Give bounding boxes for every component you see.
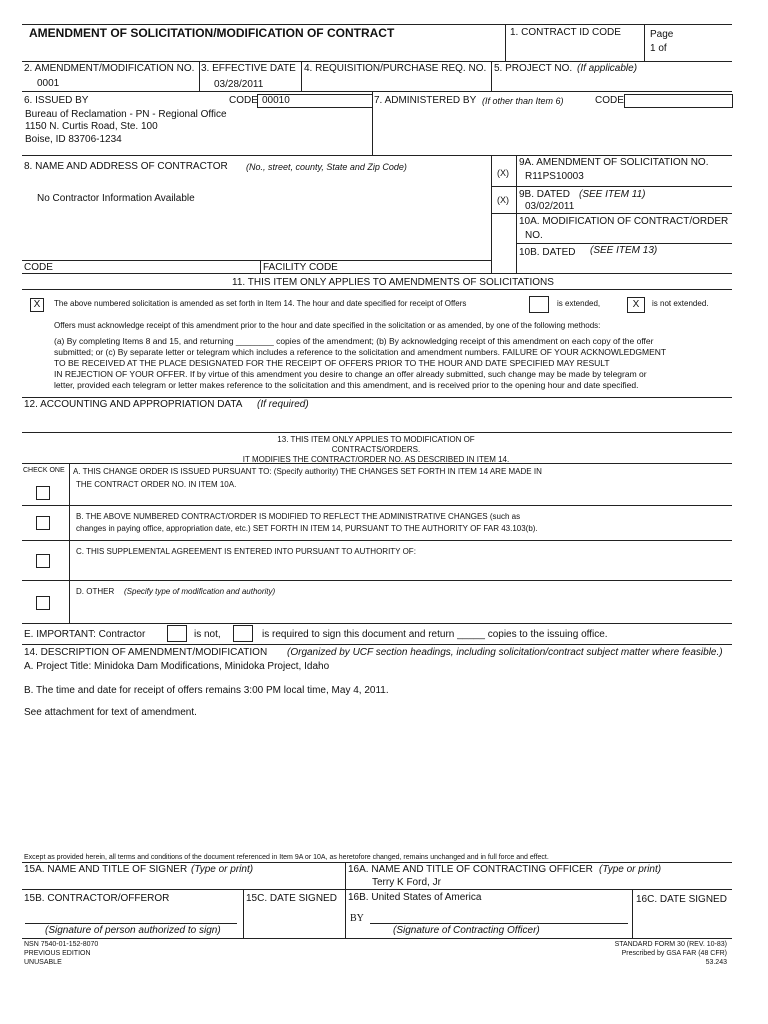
- previous-edition: PREVIOUS EDITION: [24, 950, 91, 957]
- rule: [243, 889, 244, 938]
- date-signed-16c: 16C. DATE SIGNED: [636, 894, 727, 905]
- officer-label: 16A. NAME AND TITLE OF CONTRACTING OFFICER: [348, 864, 593, 875]
- solicitation-amended-checkbox[interactable]: X: [30, 298, 44, 312]
- option-c-text: C. THIS SUPPLEMENTAL AGREEMENT IS ENTERED INTO PURSUANT TO AUTHORITY OF:: [76, 547, 416, 556]
- code-label: CODE: [229, 95, 258, 106]
- officer-note: (Type or print): [599, 864, 662, 875]
- administered-by-label: 7. ADMINISTERED BY: [374, 95, 477, 106]
- issuer-line-2: 1150 N. Curtis Road, Ste. 100: [25, 121, 158, 132]
- option-b-line-2: changes in paying office, appropriation date, etc.) SET FORTH IN ITEM 14, PURSUANT TO THE AUTHORITY OF FAR 43.103(b).: [76, 524, 538, 533]
- project-no-note: (If applicable): [577, 63, 638, 74]
- is-not-label: is not,: [194, 629, 221, 640]
- is-required-checkbox[interactable]: [233, 625, 253, 642]
- admin-code-box: [624, 94, 733, 108]
- contractor-value: No Contractor Information Available: [37, 193, 195, 204]
- rule: [22, 938, 732, 939]
- requisition-label: 4. REQUISITION/PURCHASE REQ. NO.: [304, 63, 487, 74]
- methods-line: (a) By completing Items 8 and 15, and returning ________ copies of the amendment; (b) By acknowledging receipt of this amendment on each copy of the offer: [54, 336, 654, 346]
- rule: [22, 623, 732, 624]
- option-b-checkbox[interactable]: [36, 516, 50, 530]
- item11-heading: 11. THIS ITEM ONLY APPLIES TO AMENDMENTS OF SOLICITATIONS: [232, 277, 554, 288]
- facility-code-label: FACILITY CODE: [263, 262, 338, 273]
- important-label: E. IMPORTANT: Contractor: [24, 629, 146, 640]
- option-a-checkbox[interactable]: [36, 486, 50, 500]
- rule: [22, 644, 732, 645]
- rule: [22, 397, 732, 398]
- rule: [632, 889, 633, 938]
- page-value: 1 of: [650, 43, 667, 54]
- issued-by-label: 6. ISSUED BY: [24, 95, 89, 106]
- rule: [516, 243, 732, 244]
- rule: [22, 432, 732, 433]
- rule: [260, 260, 261, 273]
- description-line-c: See attachment for text of amendment.: [24, 707, 197, 718]
- accounting-label: 12. ACCOUNTING AND APPROPRIATION DATA: [24, 399, 243, 410]
- nsn-number: NSN 7540-01-152-8070: [24, 941, 99, 948]
- rule: [199, 61, 200, 91]
- methods-line: IN REJECTION OF YOUR OFFER. If by virtue of this amendment you desire to change an offer already submitted, such change may be made by telegram or: [54, 369, 647, 379]
- description-line-b: B. The time and date for receipt of offers remains 3:00 PM local time, May 4, 2011.: [24, 685, 389, 696]
- mod-dated-note: (SEE ITEM 13): [590, 245, 658, 256]
- form-title: AMENDMENT OF SOLICITATION/MODIFICATION OF CONTRACT: [29, 26, 395, 40]
- offers-acknowledge-line: Offers must acknowledge receipt of this amendment prior to the hour and date specified in the solicitation or as amended, by one of the following methods:: [54, 321, 601, 330]
- signature-officer-note: (Signature of Contracting Officer): [393, 925, 540, 936]
- accounting-note: (If required): [257, 399, 309, 410]
- rule: [22, 540, 732, 541]
- project-no-label: 5. PROJECT NO.: [494, 63, 573, 74]
- check-one-label: CHECK ONE: [23, 467, 65, 474]
- option-a-line-2: THE CONTRACT ORDER NO. IN ITEM 10A.: [76, 480, 237, 489]
- by-label: BY: [350, 913, 364, 924]
- rule: [22, 580, 732, 581]
- contractor-label: 8. NAME AND ADDRESS OF CONTRACTOR: [24, 161, 228, 172]
- not-extended-checkbox[interactable]: X: [627, 297, 645, 313]
- option-b-line-1: B. THE ABOVE NUMBERED CONTRACT/ORDER IS MODIFIED TO REFLECT THE ADMINISTRATIVE CHANGES (such as: [76, 512, 521, 521]
- check-x-9b: (X): [497, 195, 509, 205]
- contractor-note: (No., street, county, State and Zip Code): [246, 162, 407, 172]
- rule: [22, 273, 732, 274]
- contractor-offeror-label: 15B. CONTRACTOR/OFFEROR: [24, 893, 170, 904]
- code-value: 00010: [262, 95, 290, 106]
- usa-label: 16B. United States of America: [348, 892, 482, 903]
- not-extended-label: is not extended.: [652, 299, 709, 308]
- item13-heading-3: IT MODIFIES THE CONTRACT/ORDER NO. AS DESCRIBED IN ITEM 14.: [242, 456, 510, 463]
- signer-label: 15A. NAME AND TITLE OF SIGNER: [24, 864, 188, 875]
- unusable-label: UNUSABLE: [24, 959, 62, 966]
- rule: [516, 155, 517, 273]
- effective-date-label: 3. EFFECTIVE DATE: [201, 63, 296, 74]
- rule: [22, 889, 732, 890]
- rule: [69, 463, 70, 623]
- option-d-note: (Specify type of modification and authority): [124, 587, 276, 596]
- option-a-line-1: A. THIS CHANGE ORDER IS ISSUED PURSUANT TO: (Specify authority) THE CHANGES SET FORTH IN ITEM 14 ARE MADE IN: [73, 467, 542, 476]
- rule: [644, 24, 645, 61]
- signature-line-15b: [25, 923, 237, 924]
- date-signed-15c: 15C. DATE SIGNED: [246, 893, 337, 904]
- is-not-checkbox[interactable]: [167, 625, 187, 642]
- signature-person-note: (Signature of person authorized to sign): [45, 925, 221, 936]
- signer-note: (Type or print): [191, 864, 254, 875]
- amend-solicitation-label: 9A. AMENDMENT OF SOLICITATION NO.: [519, 157, 709, 168]
- issuer-line-3: Boise, ID 83706-1234: [25, 134, 122, 145]
- rule: [22, 505, 732, 506]
- rule: [22, 91, 732, 92]
- extended-checkbox[interactable]: [529, 296, 549, 313]
- admin-code-label: CODE: [595, 95, 624, 106]
- amendment-no-label: 2. AMENDMENT/MODIFICATION NO.: [24, 63, 195, 74]
- officer-name: Terry K Ford, Jr: [372, 877, 441, 888]
- item13-heading-3-clip: [0, 456, 752, 463]
- rule: [22, 260, 491, 261]
- modification-label-no: NO.: [525, 230, 543, 241]
- rule: [491, 186, 732, 187]
- form-number: 53.243: [705, 959, 727, 966]
- rule: [491, 213, 732, 214]
- amendment-no-value: 0001: [37, 78, 60, 89]
- contract-id-label: 1. CONTRACT ID CODE: [510, 27, 621, 38]
- description-line-a: A. Project Title: Minidoka Dam Modifications, Minidoka Project, Idaho: [24, 661, 330, 672]
- rule: [22, 61, 732, 62]
- rule: [22, 862, 732, 863]
- dated-note: (SEE ITEM 11): [579, 189, 646, 200]
- rule: [491, 61, 492, 91]
- item13-heading-2: CONTRACTS/ORDERS.: [331, 445, 421, 454]
- dated-value: 03/02/2011: [525, 201, 575, 212]
- methods-line: TO BE RECEIVED AT THE PLACE DESIGNATED FOR THE RECEIPT OF OFFERS PRIOR TO THE HOUR AND DATE SPECIFIED MAY RESULT: [54, 358, 610, 368]
- rule: [22, 155, 732, 156]
- administered-by-note: (If other than Item 6): [482, 96, 564, 106]
- check-x-9a: (X): [497, 168, 509, 178]
- page-label: Page: [650, 29, 674, 40]
- except-line: Except as provided herein, all terms and conditions of the document referenced in Item 9A or 10A, as heretofore changed, remains unchanged and in full force and effect.: [24, 854, 549, 861]
- amend-solicitation-value: R11PS10003: [525, 171, 584, 182]
- is-required-label: is required to sign this document and return _____ copies to the issuing office.: [262, 629, 608, 640]
- rule: [301, 61, 302, 91]
- standard-form: STANDARD FORM 30 (REV. 10-83): [614, 941, 727, 948]
- description-label: 14. DESCRIPTION OF AMENDMENT/MODIFICATION: [24, 647, 268, 658]
- item11-statement: The above numbered solicitation is amended as set forth in Item 14. The hour and date specified for receipt of Offers: [54, 299, 467, 308]
- rule-top: [22, 24, 732, 25]
- signature-line-16b: [370, 923, 628, 924]
- item13-heading-1: 13. THIS ITEM ONLY APPLIES TO MODIFICATION OF: [277, 435, 475, 444]
- rule: [22, 289, 732, 290]
- effective-date-value: 03/28/2011: [214, 79, 264, 90]
- option-c-checkbox[interactable]: [36, 554, 50, 568]
- rule: [22, 463, 732, 464]
- rule: [345, 862, 346, 938]
- option-d-checkbox[interactable]: [36, 596, 50, 610]
- issuer-line-1: Bureau of Reclamation - PN - Regional Office: [25, 109, 227, 120]
- modification-label: 10A. MODIFICATION OF CONTRACT/ORDER: [519, 216, 729, 227]
- extended-label: is extended,: [557, 299, 601, 308]
- gsa-prescribed: Prescribed by GSA FAR (48 CFR): [621, 950, 727, 957]
- methods-line: submitted; or (c) By separate letter or telegram which includes a reference to the solicitation and amendment numbers. FAILURE OF YOUR ACKNOWLEDGMENT: [54, 347, 667, 357]
- mod-dated-label: 10B. DATED: [519, 247, 576, 258]
- contractor-code-label: CODE: [24, 262, 53, 273]
- rule: [505, 24, 506, 61]
- rule: [491, 155, 492, 273]
- methods-line: letter, provided each telegram or letter makes reference to the solicitation and this amendment, and is received prior to the opening hour and date specified.: [54, 380, 639, 390]
- dated-label: 9B. DATED: [519, 189, 570, 200]
- option-d-text: D. OTHER: [76, 587, 115, 596]
- methods-paragraph: [54, 336, 666, 391]
- description-note: (Organized by UCF section headings, including solicitation/contract subject matter where feasible.): [287, 647, 723, 658]
